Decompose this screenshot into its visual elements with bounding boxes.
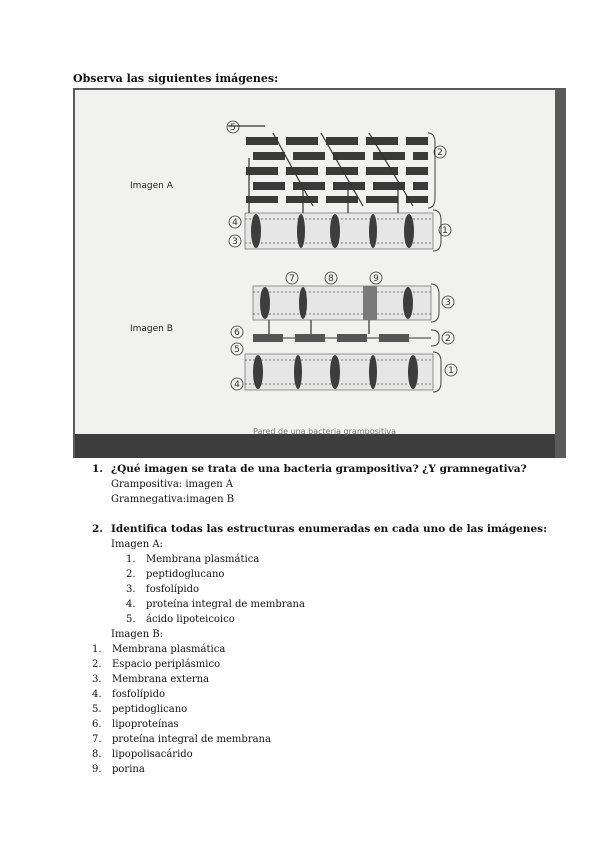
- marker-b-3: 3: [445, 298, 451, 308]
- marker-a-4: 4: [232, 218, 238, 228]
- cell-wall-diagram: [73, 88, 566, 458]
- answer-gramnegativa: Gramnegativa:imagen B: [111, 494, 235, 505]
- label-imagen-b: Imagen B: [130, 324, 173, 334]
- marker-b-4: 4: [234, 380, 240, 390]
- answer-grampositiva: Grampositiva: imagen A: [111, 479, 234, 490]
- marker-b-2: 2: [445, 334, 451, 344]
- list-item: 3. fosfolípido: [126, 584, 199, 595]
- list-item: 1. Membrana plasmática: [126, 554, 260, 565]
- label-imagen-a: Imagen A: [130, 181, 173, 191]
- plasma-membrane-a: [245, 213, 433, 249]
- marker-b-6: 6: [234, 328, 240, 338]
- photo-bottom-shadow: [75, 434, 555, 458]
- marker-b-8: 8: [328, 274, 334, 284]
- list-item: 4. fosfolípido: [92, 689, 165, 700]
- marker-b-7: 7: [289, 274, 295, 284]
- question-2-text: Identifica todas las estructuras enumeradas en cada uno de las imágenes:: [111, 523, 547, 535]
- question-1-number: 1.: [92, 463, 103, 475]
- question-2-number: 2.: [92, 523, 103, 535]
- list-item: 8. lipopolisacárido: [92, 749, 193, 760]
- list-item: 5. ácido lipoteicoico: [126, 614, 235, 625]
- marker-b-5: 5: [234, 345, 240, 355]
- page-heading: Observa las siguientes imágenes:: [73, 72, 279, 85]
- marker-b-1: 1: [448, 366, 454, 376]
- imagen-b-label: Imagen B:: [111, 629, 164, 640]
- list-item: 6. lipoproteínas: [92, 719, 179, 730]
- plasma-membrane-b: [245, 354, 433, 390]
- marker-a-5: 5: [230, 123, 236, 133]
- question-2: [92, 522, 547, 537]
- figure-photo: [73, 88, 566, 458]
- question-1-text: ¿Qué imagen se trata de una bacteria grampositiva? ¿Y gramnegativa?: [111, 463, 527, 475]
- imagen-a-label: Imagen A:: [111, 539, 163, 550]
- list-item: 3. Membrana externa: [92, 674, 210, 685]
- marker-a-3: 3: [232, 237, 238, 247]
- marker-a-2: 2: [437, 148, 443, 158]
- list-item: 5. peptidoglicano: [92, 704, 188, 715]
- list-item: 1. Membrana plasmática: [92, 644, 226, 655]
- list-item: 4. proteína integral de membrana: [126, 599, 305, 610]
- list-item: 7. proteína integral de membrana: [92, 734, 271, 745]
- question-1: [92, 462, 527, 477]
- outer-membrane-b: [253, 286, 431, 320]
- list-item: 2. Espacio periplásmico: [92, 659, 221, 670]
- marker-b-9: 9: [373, 274, 379, 284]
- figure-caption: Pared de una bacteria grampositiva: [253, 427, 396, 436]
- list-item: 9. porina: [92, 764, 145, 775]
- marker-a-1: 1: [442, 226, 448, 236]
- list-item: 2. peptidoglucano: [126, 569, 225, 580]
